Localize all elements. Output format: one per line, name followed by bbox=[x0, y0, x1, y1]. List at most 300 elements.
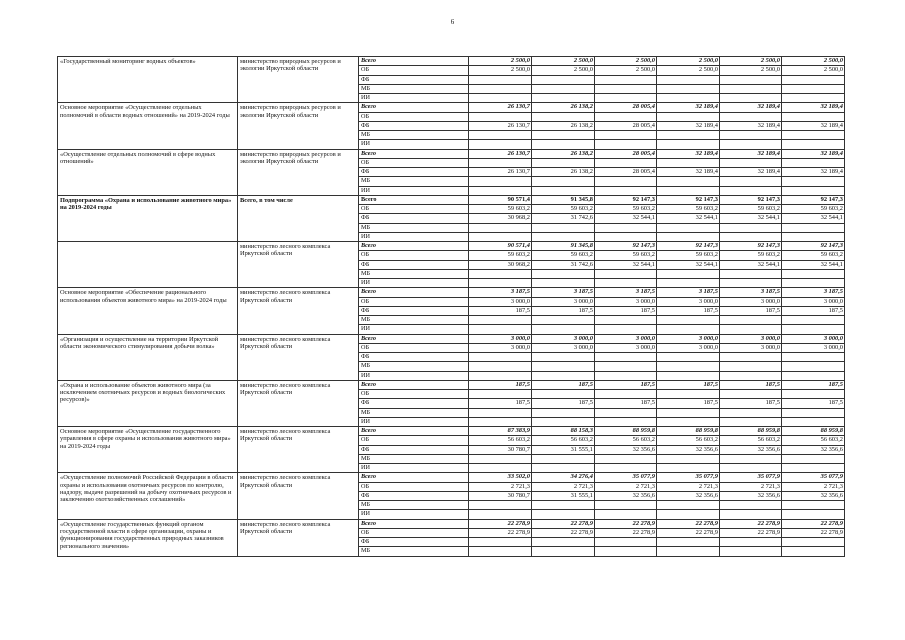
value-cell-year-3: 92 147,3 bbox=[595, 242, 657, 251]
value-cell-year-1 bbox=[469, 177, 532, 186]
funding-source-cell: ФБ bbox=[359, 75, 469, 84]
value-cell-year-4 bbox=[657, 538, 720, 547]
value-cell-year-1 bbox=[469, 279, 532, 288]
activity-name-cell: «Осуществление государственных функций органом государственной власти в сфере организации, охраны и функционирования государственных природных заказников регионального значения» bbox=[58, 519, 238, 556]
funding-source-cell: Всего bbox=[359, 195, 469, 204]
value-cell-year-5 bbox=[720, 131, 782, 140]
value-cell-year-4: 3 000,0 bbox=[657, 334, 720, 343]
value-cell-year-5: 2 721,3 bbox=[720, 482, 782, 491]
value-cell-year-2 bbox=[532, 223, 595, 232]
value-cell-year-6: 92 147,3 bbox=[782, 242, 845, 251]
value-cell-year-4: 187,5 bbox=[657, 380, 720, 389]
value-cell-year-2: 3 000,0 bbox=[532, 334, 595, 343]
funding-source-cell: ФБ bbox=[359, 306, 469, 315]
value-cell-year-1 bbox=[469, 131, 532, 140]
funding-source-cell: ОБ bbox=[359, 390, 469, 399]
activity-name-cell: «Государственный мониторинг водных объектов» bbox=[58, 57, 238, 103]
value-cell-year-3 bbox=[595, 269, 657, 278]
funding-source-cell: Всего bbox=[359, 242, 469, 251]
value-cell-year-6: 22 278,9 bbox=[782, 519, 845, 528]
value-cell-year-4 bbox=[657, 75, 720, 84]
value-cell-year-3 bbox=[595, 408, 657, 417]
value-cell-year-1 bbox=[469, 112, 532, 121]
value-cell-year-6 bbox=[782, 94, 845, 103]
value-cell-year-6: 3 000,0 bbox=[782, 334, 845, 343]
executor-cell: министерство природных ресурсов и экологии Иркутской области bbox=[238, 103, 359, 149]
activity-name-cell: «Осуществление отдельных полномочий в сфере водных отношений» bbox=[58, 149, 238, 195]
value-cell-year-3: 32 544,1 bbox=[595, 214, 657, 223]
value-cell-year-1: 30 968,2 bbox=[469, 214, 532, 223]
value-cell-year-4: 32 356,6 bbox=[657, 491, 720, 500]
value-cell-year-5 bbox=[720, 316, 782, 325]
value-cell-year-5: 22 278,9 bbox=[720, 528, 782, 537]
value-cell-year-1 bbox=[469, 325, 532, 334]
funding-source-cell: ОБ bbox=[359, 297, 469, 306]
value-cell-year-2: 2 500,0 bbox=[532, 57, 595, 66]
table-row bbox=[58, 288, 845, 297]
value-cell-year-5: 56 603,2 bbox=[720, 436, 782, 445]
funding-source-cell: МБ bbox=[359, 316, 469, 325]
value-cell-year-2 bbox=[532, 464, 595, 473]
value-cell-year-2: 22 278,9 bbox=[532, 519, 595, 528]
value-cell-year-6 bbox=[782, 464, 845, 473]
value-cell-year-6 bbox=[782, 223, 845, 232]
value-cell-year-4: 2 500,0 bbox=[657, 66, 720, 75]
funding-source-cell: МБ bbox=[359, 269, 469, 278]
value-cell-year-4 bbox=[657, 353, 720, 362]
value-cell-year-2 bbox=[532, 325, 595, 334]
funding-source-cell: ОБ bbox=[359, 66, 469, 75]
value-cell-year-2 bbox=[532, 510, 595, 519]
value-cell-year-6 bbox=[782, 269, 845, 278]
value-cell-year-5: 32 544,1 bbox=[720, 260, 782, 269]
value-cell-year-4 bbox=[657, 454, 720, 463]
value-cell-year-1 bbox=[469, 390, 532, 399]
value-cell-year-2 bbox=[532, 75, 595, 84]
value-cell-year-2 bbox=[532, 316, 595, 325]
value-cell-year-2 bbox=[532, 112, 595, 121]
value-cell-year-5 bbox=[720, 353, 782, 362]
value-cell-year-2 bbox=[532, 94, 595, 103]
value-cell-year-6 bbox=[782, 501, 845, 510]
value-cell-year-3: 28 005,4 bbox=[595, 149, 657, 158]
value-cell-year-5: 3 000,0 bbox=[720, 297, 782, 306]
value-cell-year-2 bbox=[532, 177, 595, 186]
value-cell-year-1: 90 571,4 bbox=[469, 195, 532, 204]
value-cell-year-2 bbox=[532, 408, 595, 417]
value-cell-year-1 bbox=[469, 464, 532, 473]
value-cell-year-5: 2 500,0 bbox=[720, 57, 782, 66]
value-cell-year-5 bbox=[720, 232, 782, 241]
value-cell-year-5 bbox=[720, 223, 782, 232]
value-cell-year-2: 91 345,8 bbox=[532, 195, 595, 204]
value-cell-year-6 bbox=[782, 362, 845, 371]
value-cell-year-3: 32 544,1 bbox=[595, 260, 657, 269]
value-cell-year-2: 59 603,2 bbox=[532, 205, 595, 214]
value-cell-year-1 bbox=[469, 362, 532, 371]
value-cell-year-6 bbox=[782, 112, 845, 121]
executor-cell: министерство лесного комплекса Иркутской области bbox=[238, 427, 359, 473]
value-cell-year-1 bbox=[469, 316, 532, 325]
value-cell-year-6: 187,5 bbox=[782, 306, 845, 315]
value-cell-year-5: 3 187,5 bbox=[720, 288, 782, 297]
value-cell-year-2: 22 278,9 bbox=[532, 528, 595, 537]
value-cell-year-3: 3 000,0 bbox=[595, 334, 657, 343]
value-cell-year-1: 2 500,0 bbox=[469, 66, 532, 75]
value-cell-year-6 bbox=[782, 538, 845, 547]
value-cell-year-5 bbox=[720, 177, 782, 186]
value-cell-year-4 bbox=[657, 140, 720, 149]
value-cell-year-6 bbox=[782, 316, 845, 325]
table-row bbox=[58, 242, 845, 251]
value-cell-year-5: 187,5 bbox=[720, 399, 782, 408]
value-cell-year-3 bbox=[595, 417, 657, 426]
value-cell-year-4 bbox=[657, 417, 720, 426]
value-cell-year-5 bbox=[720, 464, 782, 473]
value-cell-year-3 bbox=[595, 371, 657, 380]
table-row bbox=[58, 519, 845, 528]
value-cell-year-6: 32 544,1 bbox=[782, 260, 845, 269]
value-cell-year-6 bbox=[782, 186, 845, 195]
value-cell-year-5: 32 544,1 bbox=[720, 214, 782, 223]
funding-source-cell: Всего bbox=[359, 103, 469, 112]
funding-source-cell: Всего bbox=[359, 57, 469, 66]
value-cell-year-3: 32 356,6 bbox=[595, 445, 657, 454]
value-cell-year-2: 3 000,0 bbox=[532, 297, 595, 306]
value-cell-year-2: 91 345,8 bbox=[532, 242, 595, 251]
funding-source-cell: ИИ bbox=[359, 417, 469, 426]
value-cell-year-4 bbox=[657, 501, 720, 510]
value-cell-year-6: 32 189,4 bbox=[782, 168, 845, 177]
value-cell-year-1 bbox=[469, 140, 532, 149]
value-cell-year-3: 3 000,0 bbox=[595, 343, 657, 352]
value-cell-year-1 bbox=[469, 538, 532, 547]
value-cell-year-2: 56 603,2 bbox=[532, 436, 595, 445]
value-cell-year-4 bbox=[657, 232, 720, 241]
value-cell-year-3: 187,5 bbox=[595, 399, 657, 408]
value-cell-year-2 bbox=[532, 84, 595, 93]
value-cell-year-3 bbox=[595, 362, 657, 371]
funding-source-cell: ОБ bbox=[359, 343, 469, 352]
value-cell-year-4: 3 000,0 bbox=[657, 343, 720, 352]
value-cell-year-5 bbox=[720, 186, 782, 195]
value-cell-year-2: 26 138,2 bbox=[532, 121, 595, 130]
value-cell-year-5: 32 189,4 bbox=[720, 103, 782, 112]
page-number: 6 bbox=[450, 18, 455, 26]
funding-source-cell: МБ bbox=[359, 84, 469, 93]
value-cell-year-1: 90 571,4 bbox=[469, 242, 532, 251]
value-cell-year-3 bbox=[595, 131, 657, 140]
funding-source-cell: ИИ bbox=[359, 140, 469, 149]
value-cell-year-1 bbox=[469, 232, 532, 241]
value-cell-year-3: 187,5 bbox=[595, 306, 657, 315]
value-cell-year-4 bbox=[657, 158, 720, 167]
value-cell-year-3 bbox=[595, 75, 657, 84]
value-cell-year-1 bbox=[469, 371, 532, 380]
value-cell-year-3 bbox=[595, 232, 657, 241]
executor-cell: министерство лесного комплекса Иркутской области bbox=[238, 334, 359, 380]
value-cell-year-1 bbox=[469, 158, 532, 167]
funding-source-cell: Всего bbox=[359, 288, 469, 297]
value-cell-year-4: 56 603,2 bbox=[657, 436, 720, 445]
value-cell-year-4 bbox=[657, 408, 720, 417]
value-cell-year-6 bbox=[782, 279, 845, 288]
value-cell-year-2: 3 187,5 bbox=[532, 288, 595, 297]
value-cell-year-5: 35 077,9 bbox=[720, 473, 782, 482]
value-cell-year-6: 32 356,6 bbox=[782, 445, 845, 454]
value-cell-year-5 bbox=[720, 371, 782, 380]
value-cell-year-1: 26 130,7 bbox=[469, 103, 532, 112]
value-cell-year-1: 30 968,2 bbox=[469, 260, 532, 269]
value-cell-year-1: 87 383,9 bbox=[469, 427, 532, 436]
value-cell-year-1 bbox=[469, 223, 532, 232]
value-cell-year-3: 28 005,4 bbox=[595, 121, 657, 130]
value-cell-year-5 bbox=[720, 112, 782, 121]
table-row bbox=[58, 334, 845, 343]
activity-name-cell: Подпрограмма «Охрана и использование животного мира» на 2019-2024 годы bbox=[58, 195, 238, 241]
value-cell-year-4: 187,5 bbox=[657, 399, 720, 408]
funding-source-cell: МБ bbox=[359, 362, 469, 371]
value-cell-year-6: 32 189,4 bbox=[782, 149, 845, 158]
value-cell-year-5 bbox=[720, 94, 782, 103]
funding-source-cell: ФБ bbox=[359, 121, 469, 130]
value-cell-year-5: 59 603,2 bbox=[720, 251, 782, 260]
activity-name-cell: «Осуществление полномочий Российской Федерации в области охраны и использования охотничьих ресурсов по контролю, надзору, выдаче разрешений на добычу охотничьих ресурсов и заключению охотхозяйственных соглашений» bbox=[58, 473, 238, 519]
activity-name-cell: «Организация и осуществление на территории Иркутской области экономического стимулирования добычи волка» bbox=[58, 334, 238, 380]
value-cell-year-1: 187,5 bbox=[469, 399, 532, 408]
funding-source-cell: ФБ bbox=[359, 168, 469, 177]
funding-source-cell: МБ bbox=[359, 454, 469, 463]
funding-source-cell: ФБ bbox=[359, 538, 469, 547]
funding-source-cell: ФБ bbox=[359, 445, 469, 454]
value-cell-year-4: 92 147,3 bbox=[657, 242, 720, 251]
value-cell-year-4 bbox=[657, 269, 720, 278]
value-cell-year-6: 3 000,0 bbox=[782, 297, 845, 306]
value-cell-year-1: 26 130,7 bbox=[469, 168, 532, 177]
value-cell-year-2: 2 500,0 bbox=[532, 66, 595, 75]
value-cell-year-5 bbox=[720, 417, 782, 426]
activity-name-cell: Основное мероприятие «Обеспечение рационального использования объектов животного мира» на 2019-2024 годы bbox=[58, 288, 238, 334]
value-cell-year-6: 187,5 bbox=[782, 380, 845, 389]
value-cell-year-5 bbox=[720, 538, 782, 547]
table-row bbox=[58, 103, 845, 112]
executor-cell: министерство лесного комплекса Иркутской области bbox=[238, 380, 359, 426]
value-cell-year-2: 2 721,3 bbox=[532, 482, 595, 491]
executor-cell: министерство лесного комплекса Иркутской области bbox=[238, 288, 359, 334]
value-cell-year-6 bbox=[782, 75, 845, 84]
table-row bbox=[58, 427, 845, 436]
funding-source-cell: Всего bbox=[359, 519, 469, 528]
value-cell-year-2: 3 000,0 bbox=[532, 343, 595, 352]
value-cell-year-6: 3 187,5 bbox=[782, 288, 845, 297]
value-cell-year-6: 2 721,3 bbox=[782, 482, 845, 491]
value-cell-year-6 bbox=[782, 353, 845, 362]
value-cell-year-3 bbox=[595, 158, 657, 167]
value-cell-year-4: 22 278,9 bbox=[657, 519, 720, 528]
funding-source-cell: МБ bbox=[359, 223, 469, 232]
value-cell-year-2: 187,5 bbox=[532, 399, 595, 408]
value-cell-year-6: 35 077,9 bbox=[782, 473, 845, 482]
value-cell-year-6 bbox=[782, 140, 845, 149]
funding-source-cell: ОБ bbox=[359, 205, 469, 214]
value-cell-year-1 bbox=[469, 75, 532, 84]
funding-source-cell: ОБ bbox=[359, 158, 469, 167]
value-cell-year-1: 2 500,0 bbox=[469, 57, 532, 66]
value-cell-year-1 bbox=[469, 501, 532, 510]
table-row bbox=[58, 57, 845, 66]
value-cell-year-6 bbox=[782, 408, 845, 417]
value-cell-year-1: 3 000,0 bbox=[469, 334, 532, 343]
value-cell-year-6: 32 544,1 bbox=[782, 214, 845, 223]
value-cell-year-3 bbox=[595, 112, 657, 121]
value-cell-year-3 bbox=[595, 186, 657, 195]
value-cell-year-2: 26 138,2 bbox=[532, 149, 595, 158]
value-cell-year-6 bbox=[782, 84, 845, 93]
value-cell-year-6 bbox=[782, 547, 845, 556]
value-cell-year-5 bbox=[720, 454, 782, 463]
value-cell-year-3 bbox=[595, 454, 657, 463]
value-cell-year-3 bbox=[595, 140, 657, 149]
value-cell-year-4 bbox=[657, 325, 720, 334]
value-cell-year-2 bbox=[532, 417, 595, 426]
funding-source-cell: ИИ bbox=[359, 464, 469, 473]
value-cell-year-4 bbox=[657, 186, 720, 195]
value-cell-year-4 bbox=[657, 362, 720, 371]
value-cell-year-3 bbox=[595, 501, 657, 510]
value-cell-year-6: 32 189,4 bbox=[782, 121, 845, 130]
activity-name-cell bbox=[58, 242, 238, 288]
funding-source-cell: ИИ bbox=[359, 325, 469, 334]
value-cell-year-2: 31 742,6 bbox=[532, 214, 595, 223]
value-cell-year-3 bbox=[595, 316, 657, 325]
value-cell-year-5: 92 147,3 bbox=[720, 195, 782, 204]
value-cell-year-2: 31 555,1 bbox=[532, 491, 595, 500]
value-cell-year-1 bbox=[469, 408, 532, 417]
value-cell-year-3 bbox=[595, 223, 657, 232]
value-cell-year-1: 3 187,5 bbox=[469, 288, 532, 297]
value-cell-year-5: 3 000,0 bbox=[720, 343, 782, 352]
executor-cell: министерство природных ресурсов и экологии Иркутской области bbox=[238, 57, 359, 103]
funding-source-cell: ИИ bbox=[359, 510, 469, 519]
value-cell-year-3: 3 000,0 bbox=[595, 297, 657, 306]
value-cell-year-2: 187,5 bbox=[532, 380, 595, 389]
value-cell-year-4 bbox=[657, 131, 720, 140]
value-cell-year-1 bbox=[469, 84, 532, 93]
value-cell-year-4: 88 959,8 bbox=[657, 427, 720, 436]
funding-source-cell: ФБ bbox=[359, 260, 469, 269]
value-cell-year-4: 3 187,5 bbox=[657, 288, 720, 297]
value-cell-year-1: 2 721,3 bbox=[469, 482, 532, 491]
value-cell-year-1 bbox=[469, 417, 532, 426]
table-row bbox=[58, 195, 845, 204]
value-cell-year-2 bbox=[532, 279, 595, 288]
value-cell-year-6: 59 603,2 bbox=[782, 205, 845, 214]
value-cell-year-5 bbox=[720, 362, 782, 371]
value-cell-year-4 bbox=[657, 371, 720, 380]
value-cell-year-2 bbox=[532, 131, 595, 140]
value-cell-year-1: 33 502,0 bbox=[469, 473, 532, 482]
value-cell-year-5 bbox=[720, 269, 782, 278]
value-cell-year-2: 88 158,3 bbox=[532, 427, 595, 436]
value-cell-year-3: 56 603,2 bbox=[595, 436, 657, 445]
value-cell-year-5 bbox=[720, 140, 782, 149]
value-cell-year-1: 187,5 bbox=[469, 380, 532, 389]
value-cell-year-3: 32 356,6 bbox=[595, 491, 657, 500]
value-cell-year-3: 22 278,9 bbox=[595, 528, 657, 537]
value-cell-year-2 bbox=[532, 232, 595, 241]
funding-source-cell: МБ bbox=[359, 547, 469, 556]
table-row bbox=[58, 473, 845, 482]
funding-source-cell: МБ bbox=[359, 177, 469, 186]
value-cell-year-2 bbox=[532, 547, 595, 556]
value-cell-year-6: 22 278,9 bbox=[782, 528, 845, 537]
funding-source-cell: Всего bbox=[359, 149, 469, 158]
funding-source-cell: МБ bbox=[359, 408, 469, 417]
funding-source-cell: ОБ bbox=[359, 482, 469, 491]
value-cell-year-3: 28 005,4 bbox=[595, 168, 657, 177]
value-cell-year-3 bbox=[595, 464, 657, 473]
funding-source-cell: Всего bbox=[359, 473, 469, 482]
value-cell-year-3 bbox=[595, 547, 657, 556]
value-cell-year-4 bbox=[657, 84, 720, 93]
value-cell-year-4: 92 147,3 bbox=[657, 195, 720, 204]
value-cell-year-4: 32 544,1 bbox=[657, 260, 720, 269]
budget-table bbox=[57, 56, 845, 557]
value-cell-year-5: 22 278,9 bbox=[720, 519, 782, 528]
executor-cell: министерство лесного комплекса Иркутской области bbox=[238, 242, 359, 288]
value-cell-year-4: 187,5 bbox=[657, 306, 720, 315]
value-cell-year-6: 88 959,8 bbox=[782, 427, 845, 436]
value-cell-year-1: 56 603,2 bbox=[469, 436, 532, 445]
table-row bbox=[58, 149, 845, 158]
value-cell-year-4 bbox=[657, 390, 720, 399]
value-cell-year-3: 59 603,2 bbox=[595, 205, 657, 214]
value-cell-year-6: 32 189,4 bbox=[782, 103, 845, 112]
executor-cell: Всего, в том числе bbox=[238, 195, 359, 241]
value-cell-year-6 bbox=[782, 325, 845, 334]
value-cell-year-2 bbox=[532, 353, 595, 362]
value-cell-year-6 bbox=[782, 177, 845, 186]
value-cell-year-2 bbox=[532, 390, 595, 399]
value-cell-year-5 bbox=[720, 408, 782, 417]
value-cell-year-2 bbox=[532, 454, 595, 463]
value-cell-year-3: 28 005,4 bbox=[595, 103, 657, 112]
value-cell-year-1 bbox=[469, 94, 532, 103]
executor-cell: министерство природных ресурсов и экологии Иркутской области bbox=[238, 149, 359, 195]
value-cell-year-3: 3 187,5 bbox=[595, 288, 657, 297]
value-cell-year-4: 59 603,2 bbox=[657, 205, 720, 214]
value-cell-year-2: 26 138,2 bbox=[532, 168, 595, 177]
value-cell-year-4: 32 356,6 bbox=[657, 445, 720, 454]
value-cell-year-5 bbox=[720, 510, 782, 519]
value-cell-year-1 bbox=[469, 510, 532, 519]
funding-source-cell: ИИ bbox=[359, 94, 469, 103]
value-cell-year-6 bbox=[782, 131, 845, 140]
funding-source-cell: МБ bbox=[359, 131, 469, 140]
value-cell-year-4: 32 189,4 bbox=[657, 121, 720, 130]
value-cell-year-3: 92 147,3 bbox=[595, 195, 657, 204]
value-cell-year-4: 2 721,3 bbox=[657, 482, 720, 491]
value-cell-year-4: 32 544,1 bbox=[657, 214, 720, 223]
value-cell-year-5: 187,5 bbox=[720, 306, 782, 315]
value-cell-year-6: 2 500,0 bbox=[782, 57, 845, 66]
value-cell-year-6: 3 000,0 bbox=[782, 343, 845, 352]
value-cell-year-2 bbox=[532, 186, 595, 195]
value-cell-year-6: 92 147,3 bbox=[782, 195, 845, 204]
value-cell-year-6 bbox=[782, 390, 845, 399]
value-cell-year-3: 59 603,2 bbox=[595, 251, 657, 260]
value-cell-year-1: 187,5 bbox=[469, 306, 532, 315]
